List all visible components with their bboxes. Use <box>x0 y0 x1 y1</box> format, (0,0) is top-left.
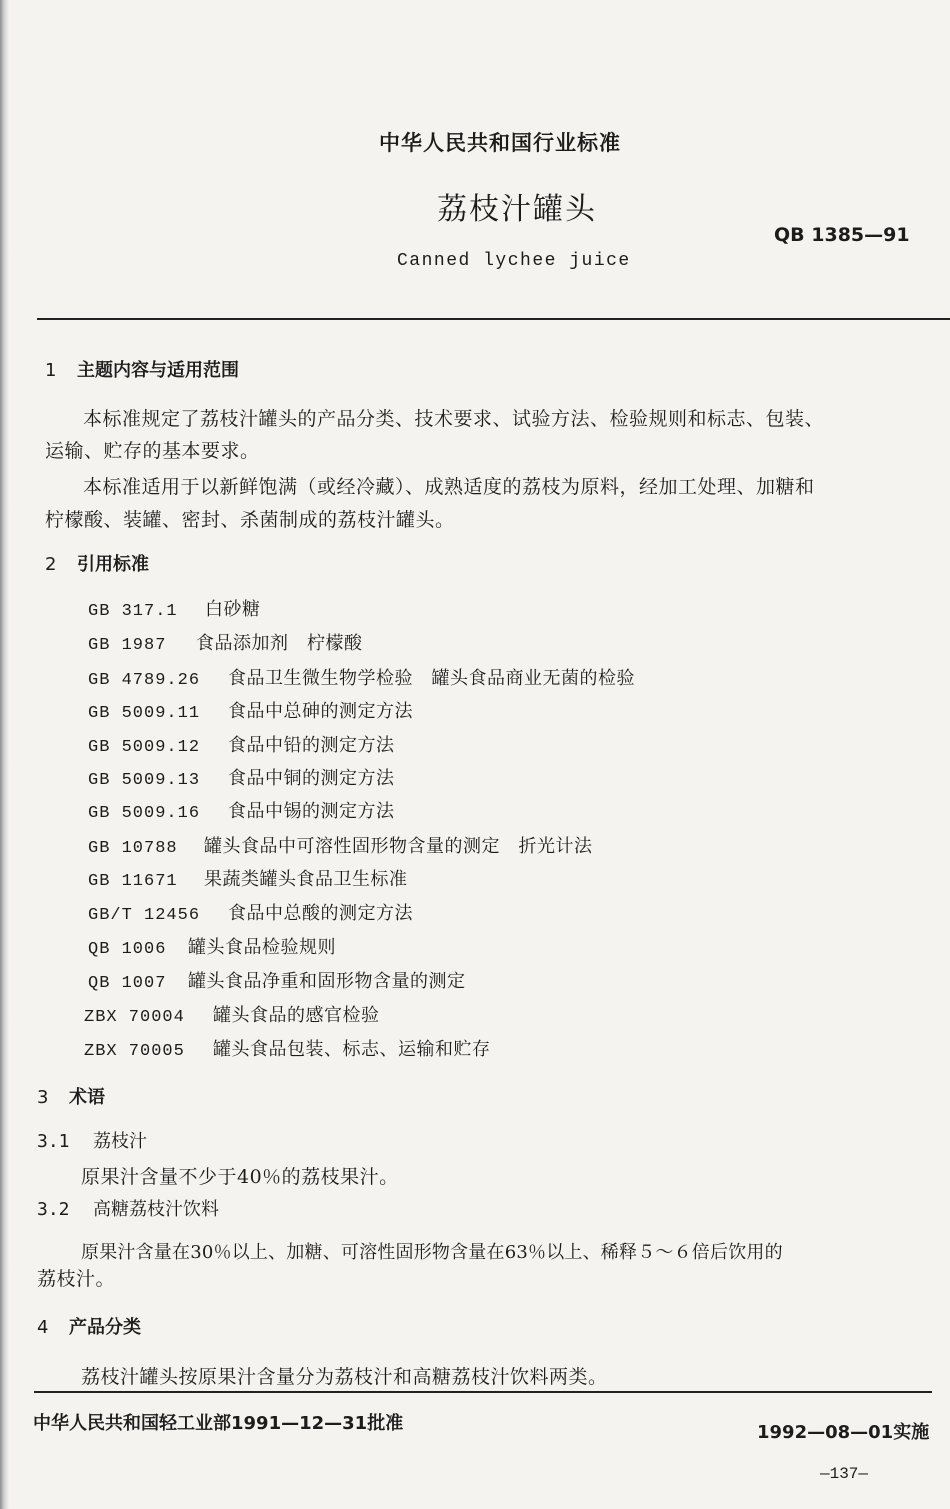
reference-item <box>84 1035 491 1061</box>
reference-item <box>88 731 395 757</box>
reference-title: 罐头食品中可溶性固形物含量的测定 折光计法 <box>204 836 593 857</box>
section-title: 引用标准 <box>77 554 149 575</box>
section-2-heading <box>45 550 149 576</box>
reference-item <box>88 899 413 925</box>
reference-item <box>88 595 261 621</box>
reference-title: 食品中铅的测定方法 <box>228 735 395 756</box>
term-3-2-definition-line-1: 原果汁含量在30％以上、加糖、可溶性固形物含量在63％以上、稀释５～６倍后饮用的 <box>81 1242 783 1263</box>
term-number: 3.2 <box>37 1199 70 1220</box>
reference-code: QB 1007 <box>88 974 167 993</box>
header-divider <box>37 318 950 320</box>
section-1-paragraph-2-line-1: 本标准适用于以新鲜饱满（或经冷藏）、成熟适度的荔枝为原料，经加工处理、加糖和 <box>83 476 815 498</box>
reference-item <box>88 697 413 723</box>
section-4-heading <box>37 1313 141 1339</box>
reference-item <box>88 664 635 690</box>
section-1-paragraph-1-line-1: 本标准规定了荔枝汁罐头的产品分类、技术要求、试验方法、检验规则和标志、包装、 <box>83 408 825 430</box>
reference-item <box>88 933 336 959</box>
section-3-heading <box>37 1083 105 1109</box>
reference-title: 罐头食品净重和固形物含量的测定 <box>188 971 466 992</box>
section-1-heading <box>45 356 239 382</box>
term-title: 高糖荔枝汁饮料 <box>93 1199 219 1220</box>
section-title: 产品分类 <box>69 1317 141 1338</box>
reference-title: 食品卫生微生物学检验 罐头食品商业无菌的检验 <box>228 668 635 689</box>
reference-code: QB 1006 <box>88 940 167 959</box>
reference-item <box>88 865 408 891</box>
reference-title: 食品中总砷的测定方法 <box>228 701 413 722</box>
reference-item <box>88 832 593 858</box>
reference-code: GB 5009.16 <box>88 804 201 823</box>
document-title: 荔枝汁罐头 <box>437 192 597 227</box>
reference-title: 罐头食品的感官检验 <box>213 1005 380 1026</box>
issuing-organization: 中华人民共和国行业标准 <box>379 131 621 155</box>
reference-code: GB 10788 <box>88 839 178 858</box>
english-title: Canned lychee juice <box>397 251 631 271</box>
reference-title: 食品中总酸的测定方法 <box>228 903 413 924</box>
standard-code: QB 1385—91 <box>774 224 910 246</box>
section-number: 2 <box>45 554 57 575</box>
reference-code: GB 11671 <box>88 872 178 891</box>
reference-code: GB/T 12456 <box>88 906 201 925</box>
page-number: —137— <box>820 1465 869 1483</box>
section-4-paragraph: 荔枝汁罐头按原果汁含量分为荔枝汁和高糖荔枝汁饮料两类。 <box>81 1366 608 1388</box>
term-3-1-heading <box>37 1127 147 1153</box>
reference-item <box>88 629 363 655</box>
reference-title: 食品添加剂 柠檬酸 <box>196 633 363 654</box>
reference-code: ZBX 70004 <box>84 1008 185 1027</box>
term-number: 3.1 <box>37 1131 70 1152</box>
section-number: 3 <box>37 1087 49 1108</box>
footer-divider <box>34 1391 932 1393</box>
reference-item <box>88 967 466 993</box>
reference-title: 罐头食品包装、标志、运输和贮存 <box>213 1039 491 1060</box>
reference-code: GB 5009.12 <box>88 738 201 757</box>
term-3-1-definition: 原果汁含量不少于40％的荔枝果汁。 <box>81 1166 399 1188</box>
section-1-paragraph-2-line-2: 柠檬酸、装罐、密封、杀菌制成的荔枝汁罐头。 <box>45 509 455 531</box>
reference-code: GB 4789.26 <box>88 671 201 690</box>
section-number: 1 <box>45 360 57 381</box>
reference-title: 果蔬类罐头食品卫生标准 <box>204 869 408 890</box>
effective-date: 1992—08—01实施 <box>757 1422 930 1443</box>
reference-code: GB 5009.13 <box>88 771 201 790</box>
reference-title: 白砂糖 <box>205 599 261 620</box>
section-number: 4 <box>37 1317 49 1338</box>
section-title: 术语 <box>69 1087 105 1108</box>
reference-item <box>88 764 395 790</box>
reference-item <box>84 1001 380 1027</box>
reference-code: GB 1987 <box>88 636 167 655</box>
reference-title: 食品中铜的测定方法 <box>228 768 395 789</box>
reference-item <box>88 797 395 823</box>
approval-statement: 中华人民共和国轻工业部1991—12—31批准 <box>33 1413 404 1434</box>
reference-code: GB 5009.11 <box>88 704 201 723</box>
reference-title: 食品中锡的测定方法 <box>228 801 395 822</box>
term-title: 荔枝汁 <box>93 1131 147 1152</box>
reference-title: 罐头食品检验规则 <box>188 937 336 958</box>
term-3-2-definition-line-2: 荔枝汁。 <box>37 1268 116 1290</box>
reference-code: GB 317.1 <box>88 602 178 621</box>
section-title: 主题内容与适用范围 <box>77 360 239 381</box>
reference-code: ZBX 70005 <box>84 1042 185 1061</box>
section-1-paragraph-1-line-2: 运输、贮存的基本要求。 <box>45 440 260 462</box>
term-3-2-heading <box>37 1195 219 1221</box>
